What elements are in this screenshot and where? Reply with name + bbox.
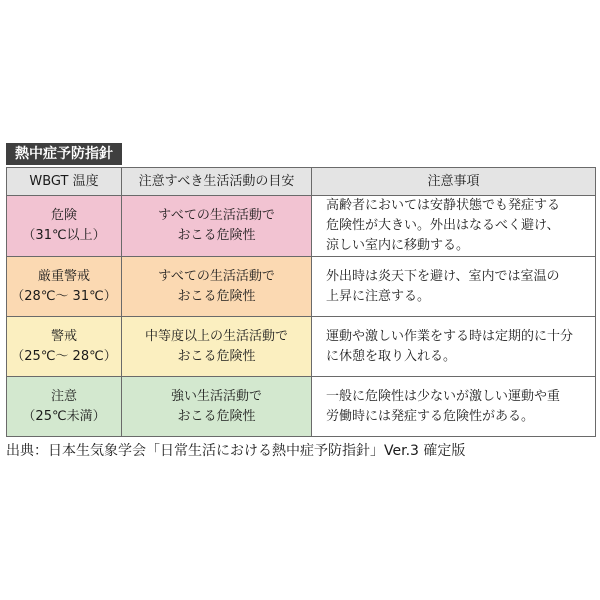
activity-cell	[122, 196, 312, 257]
level-cell	[7, 377, 122, 437]
source-citation: 出典：日本生気象学会「日常生活における熱中症予防指針」Ver.3 確定版	[6, 443, 466, 459]
level-range: （28℃～ 31℃）	[11, 288, 117, 304]
level-cell	[7, 196, 122, 257]
notes-cell	[312, 196, 596, 257]
header-notes: 注意事項	[312, 168, 596, 196]
notes-text: 労働時には発症する危険性がある。	[326, 408, 535, 424]
notes-text: 高齢者においては安静状態でも発症する	[326, 198, 561, 213]
activity-text: おこる危険性	[177, 408, 256, 424]
notes-text: 運動や激しい作業をする時は定期的に十分	[326, 328, 574, 344]
notes-cell	[312, 377, 596, 437]
activity-text: すべての生活活動で	[158, 208, 275, 223]
table-title: 熱中症予防指針	[6, 143, 122, 165]
header-row	[7, 168, 596, 196]
activity-text: おこる危険性	[177, 288, 256, 304]
table-row-warning	[7, 317, 596, 377]
level-cell	[7, 257, 122, 317]
activity-text: すべての生活活動で	[158, 268, 275, 284]
level-range: （25℃～ 28℃）	[11, 348, 117, 364]
table-row-caution	[7, 377, 596, 437]
table-row-danger	[7, 196, 596, 257]
activity-text: おこる危険性	[177, 228, 256, 243]
activity-cell	[122, 377, 312, 437]
level-cell	[7, 317, 122, 377]
level-label: 危険	[50, 208, 77, 223]
activity-text: 強い生活活動で	[170, 388, 262, 404]
activity-cell	[122, 257, 312, 317]
header-wbgt: WBGT 温度	[7, 168, 122, 196]
activity-text: 中等度以上の生活活動で	[144, 328, 288, 344]
heatstroke-guideline-table	[6, 167, 596, 437]
notes-text: 一般に危険性は少ないが激しい運動や重	[326, 388, 561, 404]
level-range: （25℃未満）	[22, 408, 106, 424]
notes-text: 外出時は炎天下を避け、室内では室温の	[326, 268, 560, 284]
activity-text: おこる危険性	[177, 348, 256, 364]
notes-cell	[312, 257, 596, 317]
activity-cell	[122, 317, 312, 377]
notes-cell	[312, 317, 596, 377]
notes-text: 危険性が大きい。外出はなるべく避け、	[326, 218, 560, 233]
notes-text: 上昇に注意する。	[326, 288, 431, 304]
table-row-severe-warning	[7, 257, 596, 317]
notes-text: に休憩を取り入れる。	[326, 348, 457, 364]
level-label: 注意	[50, 388, 77, 404]
notes-text: 涼しい室内に移動する。	[326, 238, 470, 253]
level-range: （31℃以上）	[22, 228, 106, 243]
header-activity: 注意すべき生活活動の目安	[122, 168, 312, 196]
level-label: 警戒	[50, 328, 77, 344]
level-label: 厳重警戒	[37, 268, 90, 284]
